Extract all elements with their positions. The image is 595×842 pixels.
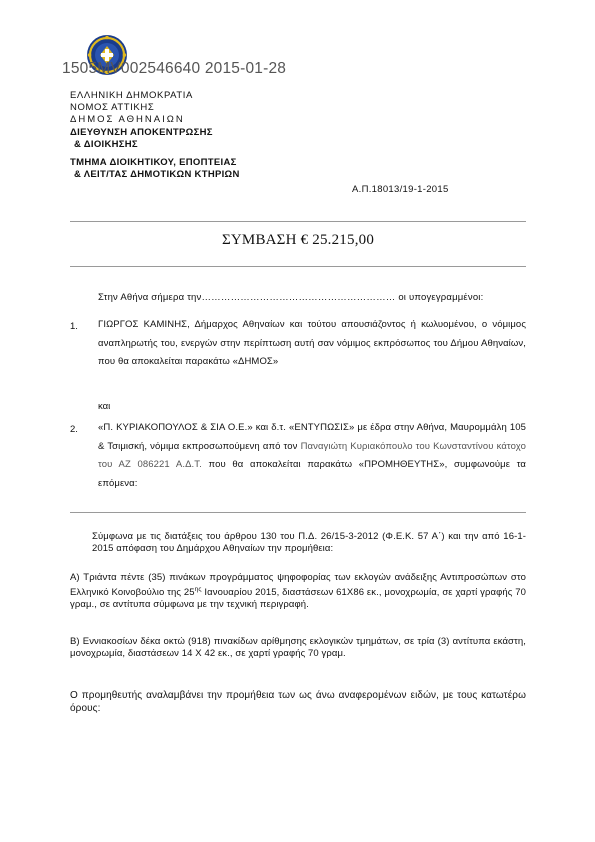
- header-line-municipality: ΔΗΜΟΣ ΑΘΗΝΑΙΩΝ: [70, 114, 185, 125]
- header-line-republic: ΕΛΛΗΝΙΚΗ ΔΗΜΟΚΡΑΤΙΑ: [70, 90, 193, 101]
- conjunction-and: και: [98, 401, 111, 412]
- item-a-text: Α) Τριάντα πέντε (35) πινάκων προγράμματος ψηφοφορίας των εκλογών ανάδειξης Αντιπροσώπων στο Ελληνικό Κοινοβούλιο της $25^{\eta\varsigma}$ Ιανουαρίου 2015, διαστάσεων 61Χ86 εκ., μονοχρωμία, σε χαρτί γραφής 70 γραμ., σε αντίτυπα σύμφωνα με την τεχνική περιγραφή.: [70, 572, 526, 611]
- party1-text: ΓΙΩΡΓΟΣ ΚΑΜΙΝΗΣ, Δήμαρχος Αθηναίων και τούτου απουσιάζοντος ή κωλυομένου, ο νόμιμος αναπληρωτής του, ενεργών στην περίπτωση αυτή σαν νόμιμος εκπρόσωπος του Δήμου Αθηναίων, που θα αποκαλείται παρακάτω «ΔΗΜΟΣ»: [98, 319, 526, 367]
- contract-title: ΣΥΜΒΑΣΗ € 25.215,00: [221, 232, 375, 248]
- item-b-text: Β) Εννιακοσίων δέκα οκτώ (918) πινακίδων αρίθμησης εκλογικών τμημάτων, σε τρία (3) αντίτυπα εκάστη, μονοχρωμία, διαστάσεων 14 Χ 42 εκ., σε χαρτί γραφής 70 γραμ.: [70, 636, 526, 659]
- legal-basis-text: Σύμφωνα με τις διατάξεις του άρθρου 130 του Π.Δ. 26/15-3-2012 (Φ.Ε.Κ. 57 Α΄) και την από 16-1-2015 απόφαση του Δημάρχου Αθηναίων την προμήθεια:: [92, 531, 526, 554]
- party2-number: 2.: [70, 424, 78, 435]
- contract-intro: Στην Αθήνα σήμερα την…………………………………………………… οι υπογεγραμμένοι:: [98, 292, 484, 303]
- party2-company: «Π. ΚΥΡΙΑΚΟΠΟΥΛΟΣ & ΣΙΑ Ο.Ε.» και δ.τ. «ΕΝΤΥΠΩΣΙΣ» με έδρα στην Αθήνα, Μαυρομμάλη 105 & Τσιμισκή, νόμιμα εκπροσωπούμενη από τον: [98, 422, 526, 452]
- document-stamp-id: 1505MV002546640 2015-01-28: [62, 60, 287, 77]
- party1-number: 1.: [70, 321, 78, 332]
- party2-designation: που θα αποκαλείται παρακάτω «ΠΡΟΜΗΘΕΥΤΗΣ», συμφωνούμε τα επόμενα:: [98, 459, 527, 489]
- header-line-administration: & ΔΙΟΙΚΗΣΗΣ: [74, 139, 138, 150]
- header-line-department: ΤΜΗΜΑ ΔΙΟΙΚΗΤΙΚΟΥ, ΕΠΟΠΤΕΙΑΣ: [70, 157, 237, 168]
- header-line-buildings: & ΛΕΙΤ/ΤΑΣ ΔΗΜΟΤΙΚΩΝ ΚΤΗΡΙΩΝ: [74, 169, 240, 180]
- item-a-superscript: ης: [194, 586, 202, 593]
- divider-title: [70, 266, 526, 267]
- header-line-directorate: ΔΙΕΥΘΥΝΣΗ ΑΠΟΚΕΝΤΡΩΣΗΣ: [70, 127, 213, 138]
- divider-top: [70, 221, 526, 222]
- divider-parties: [70, 512, 526, 513]
- party2-text: [98, 419, 526, 493]
- header-line-prefecture: ΝΟΜΟΣ ΑΤΤΙΚΗΣ: [70, 102, 155, 113]
- party2-representative: Παναγιώτη Κυριακόπουλο του Κωνσταντίνου κάτοχο του ΑΖ 086221 Α.Δ.Τ.: [98, 440, 526, 470]
- protocol-reference: Α.Π.18013/19-1-2015: [352, 184, 449, 195]
- closing-text: Ο προμηθευτής αναλαμβάνει την προμήθεια των ως άνω αναφερομένων ειδών, με τους κατωτέρω όρους:: [70, 690, 526, 714]
